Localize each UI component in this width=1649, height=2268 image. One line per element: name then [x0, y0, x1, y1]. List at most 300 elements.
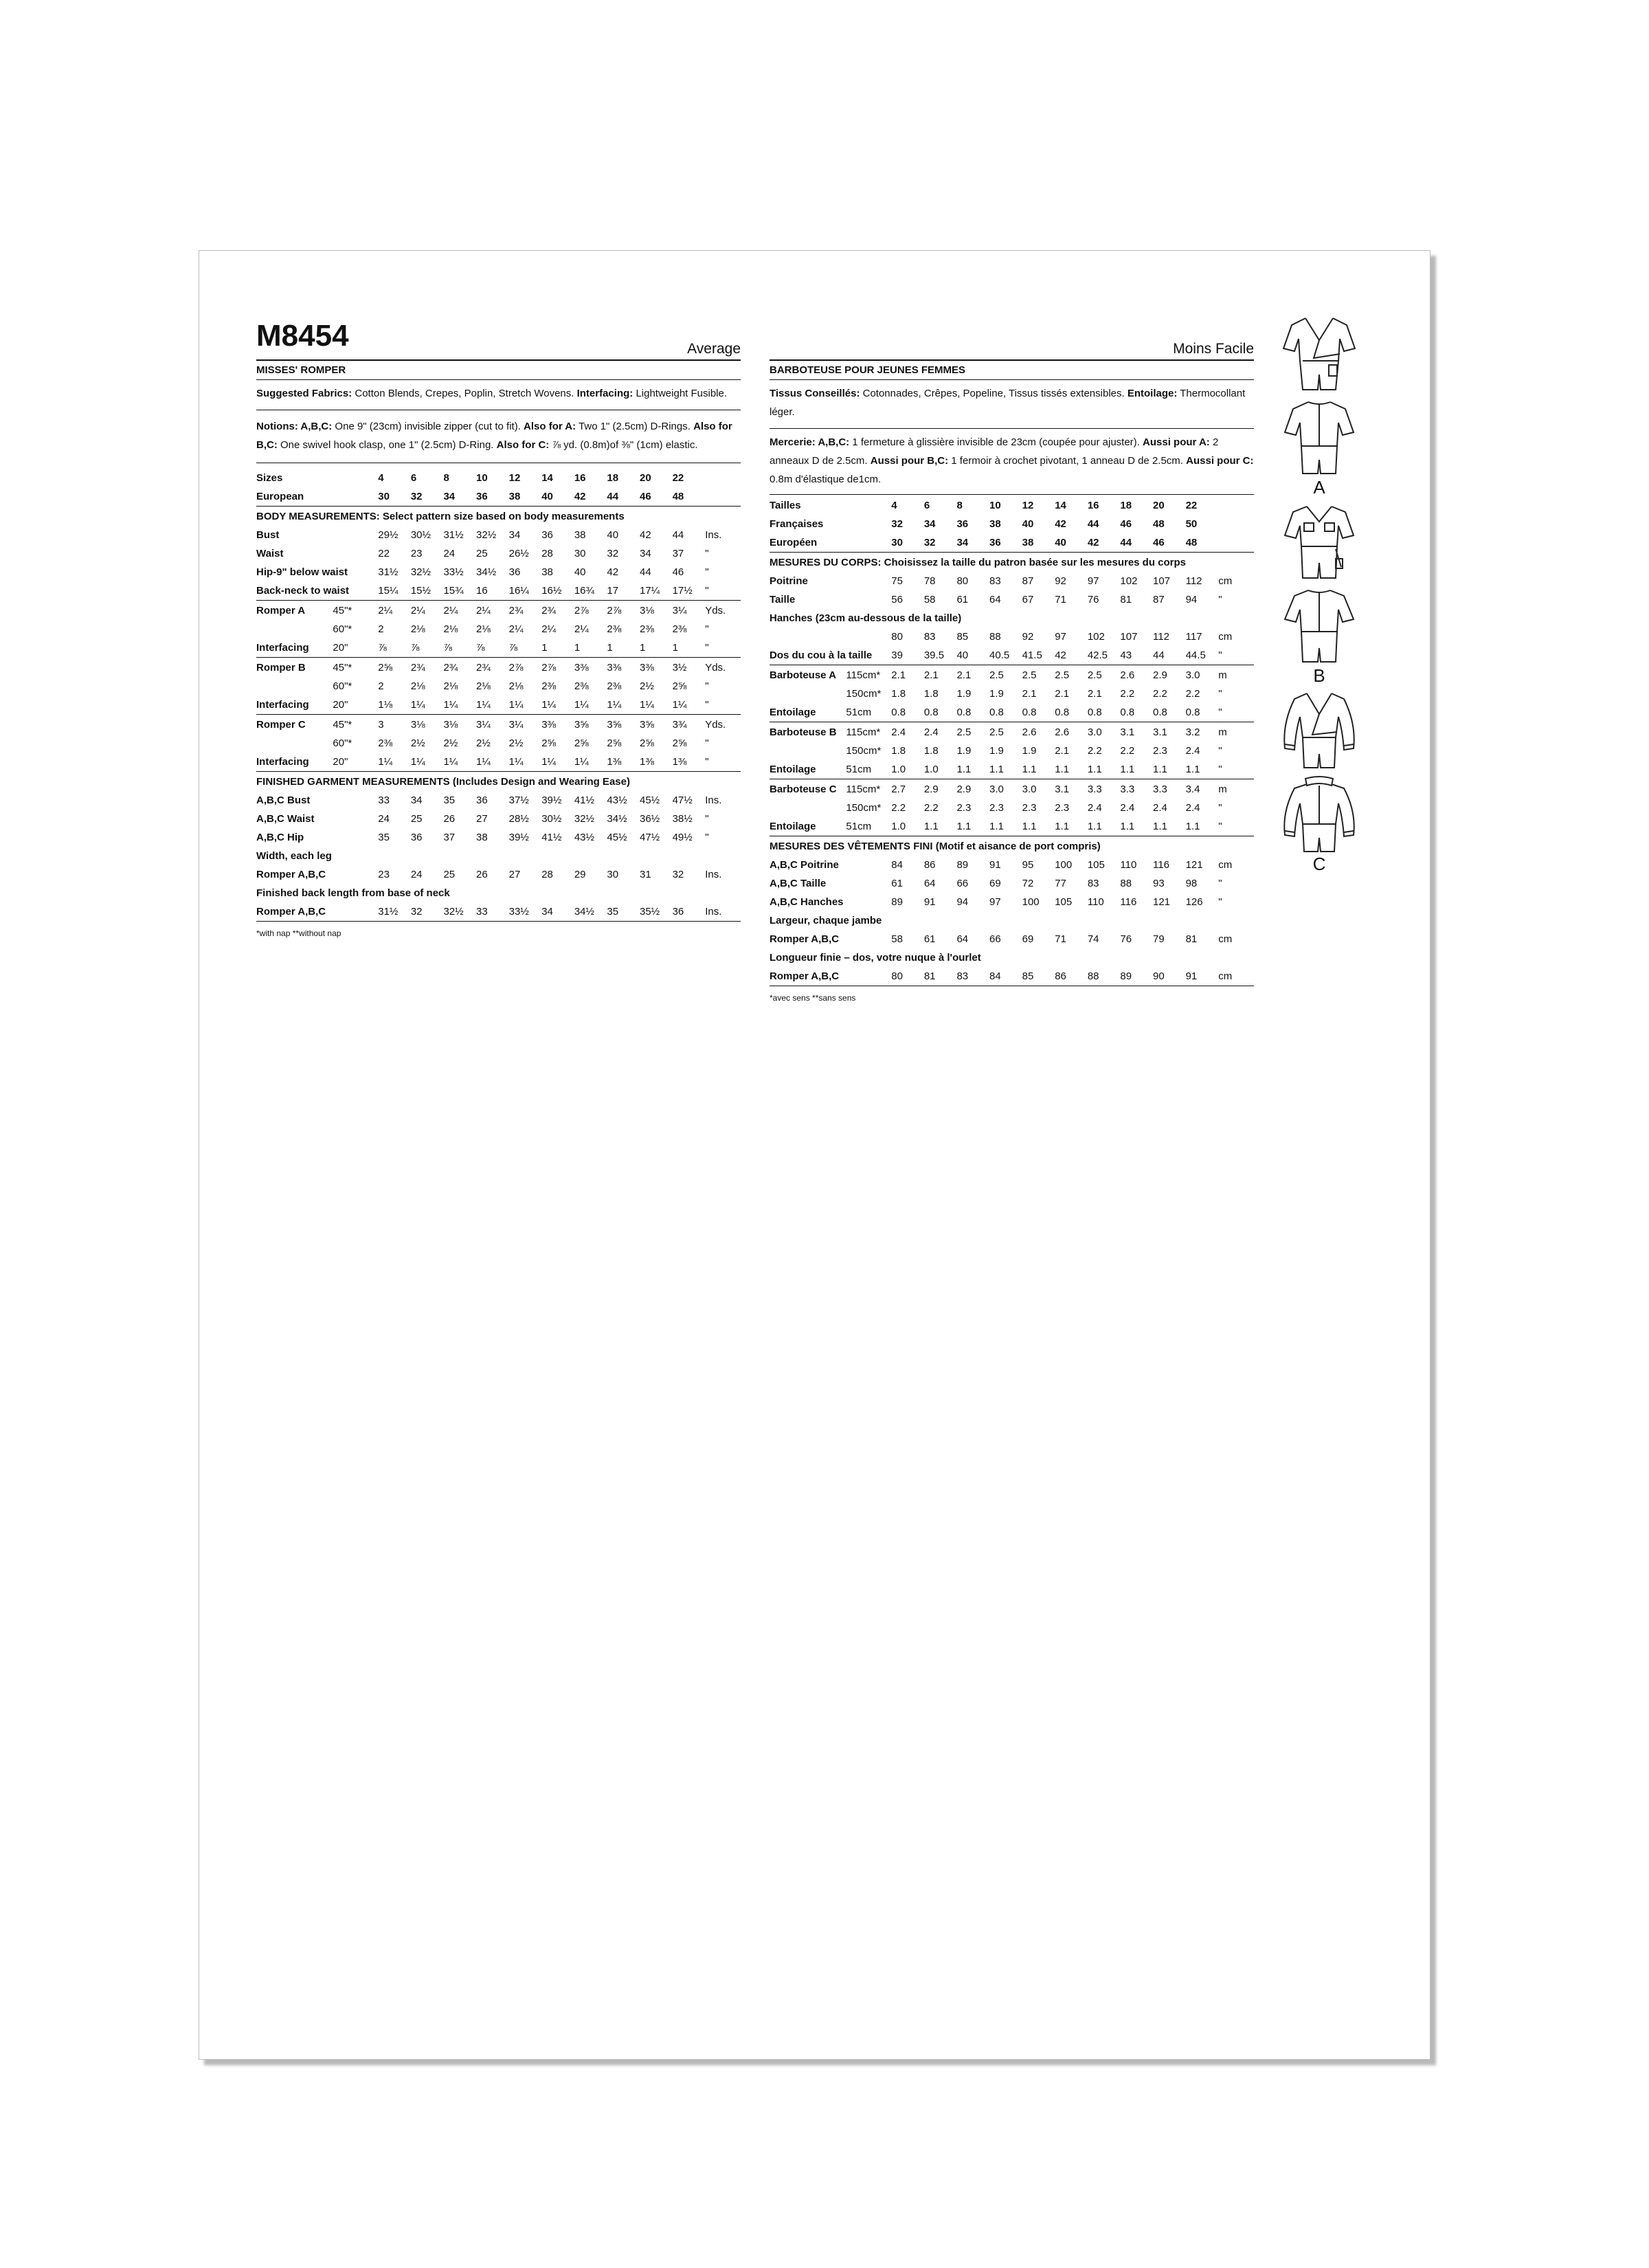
value-cell: 3⅜ — [541, 719, 557, 731]
table-row — [256, 638, 741, 657]
value-cell: 33½ — [508, 906, 529, 918]
value-cell: 2.5 — [1087, 669, 1102, 681]
value-cell: 2.3 — [1153, 745, 1167, 757]
size-row — [256, 487, 741, 506]
value-cell: 2.4 — [1153, 802, 1167, 814]
value-cell: 107 — [1120, 631, 1138, 643]
size-cell: 38 — [508, 491, 521, 502]
value-cell: 41½ — [574, 794, 595, 806]
size-cell: 14 — [541, 472, 553, 484]
table-row — [770, 874, 1254, 893]
value-cell: 58 — [891, 933, 903, 945]
value-cell: 1¼ — [541, 699, 557, 711]
row-label: Entoilage — [770, 707, 816, 718]
table-row — [770, 590, 1254, 609]
size-cell: 48 — [672, 491, 684, 502]
row-label — [256, 734, 333, 753]
empty-cell — [1218, 533, 1254, 552]
row-label: Barboteuse C — [770, 783, 837, 795]
value-cell: 30 — [607, 869, 619, 880]
value-cell: 2⅝ — [607, 737, 622, 749]
notions-c-label-fr: Aussi pour C: — [1186, 455, 1254, 467]
value-cell: 35 — [607, 906, 619, 918]
value-cell: 36 — [410, 832, 423, 843]
size-cell: 8 — [443, 472, 449, 484]
notions-note-fr — [770, 428, 1254, 494]
value-cell: 34 — [410, 794, 423, 806]
fabric-width: 45"* — [333, 662, 352, 674]
value-cell: 1¼ — [476, 756, 491, 768]
size-cell: 10 — [476, 472, 488, 484]
value-cell: 36½ — [640, 813, 660, 825]
notions-text-fr: 1 fermeture à glissière invisible de 23cm (coupée pour ajuster). — [849, 436, 1143, 448]
table-row — [770, 666, 1254, 685]
size-cell: 30 — [378, 491, 390, 502]
notions-bc-text: One swivel hook clasp, one 1" (2.5cm) D-Ring. — [277, 439, 497, 451]
size-row — [770, 496, 1254, 515]
row-label: Back-neck to waist — [256, 585, 350, 597]
interfacing-label-fr: Entoilage: — [1127, 388, 1178, 399]
value-cell: 90 — [1153, 970, 1165, 982]
french-column — [770, 320, 1254, 1004]
value-cell: 1 — [607, 642, 613, 654]
size-cell: 40 — [541, 491, 553, 502]
value-cell: 1¼ — [508, 699, 524, 711]
unit-cell: cm — [1218, 859, 1233, 871]
value-cell: 2¾ — [541, 605, 557, 616]
value-cell: 92 — [1055, 575, 1066, 587]
value-cell: 2¼ — [410, 605, 425, 616]
finished-measurements-fr — [770, 836, 1254, 986]
notions-c-label: Also for C: — [496, 439, 550, 451]
value-cell: 2⅜ — [607, 680, 622, 692]
unit-cell: Yds. — [705, 662, 726, 674]
value-cell: 2.2 — [1087, 745, 1102, 757]
table-row — [256, 865, 741, 884]
value-cell: 100 — [1055, 859, 1073, 871]
size-cell: 36 — [476, 491, 488, 502]
value-cell: 83 — [989, 575, 1001, 587]
value-cell: 81 — [1185, 933, 1198, 945]
table-row — [770, 856, 1254, 874]
value-cell: 29 — [574, 869, 586, 880]
footnote-fr: *avec sens **sans sens — [770, 986, 1254, 1004]
value-cell: 2⅜ — [574, 680, 589, 692]
value-cell: 2.1 — [956, 669, 972, 681]
fabric-width: 20" — [333, 699, 348, 711]
unit-cell: cm — [1218, 970, 1233, 982]
value-cell: 2.6 — [1120, 669, 1135, 681]
garment-title-fr: BARBOTEUSE POUR JEUNES FEMMES — [770, 364, 966, 376]
row-label: Tailles — [770, 500, 801, 511]
size-cell: 12 — [508, 472, 521, 484]
subheader-row — [770, 609, 1254, 627]
table-row — [770, 817, 1254, 836]
value-cell: 110 — [1120, 859, 1137, 871]
unit-cell: cm — [1218, 933, 1233, 945]
row-label: A,B,C Taille — [770, 878, 827, 889]
value-cell: 28 — [541, 869, 553, 880]
value-cell: 0.8 — [1120, 707, 1135, 718]
value-cell: 3.0 — [989, 783, 1004, 795]
value-cell: 2.9 — [1153, 669, 1167, 681]
value-cell: 32 — [672, 869, 684, 880]
value-cell: 2⅝ — [672, 680, 687, 692]
value-cell: 40 — [956, 649, 969, 661]
value-cell: ⅞ — [410, 642, 420, 654]
table-row — [256, 715, 741, 734]
value-cell: 43½ — [574, 832, 595, 843]
table-row — [256, 544, 741, 563]
value-cell: 2.2 — [1185, 688, 1200, 700]
value-cell: 81 — [923, 970, 936, 982]
romper-b-front-icon — [1264, 501, 1374, 585]
value-cell: 94 — [956, 896, 969, 908]
value-cell: 1¼ — [410, 699, 425, 711]
english-column — [256, 320, 741, 940]
value-cell: 17½ — [672, 585, 693, 597]
unit-cell: m — [1218, 669, 1227, 681]
value-cell: 25 — [410, 813, 423, 825]
value-cell: 98 — [1185, 878, 1198, 889]
unit-cell: " — [705, 585, 709, 597]
value-cell: 39½ — [541, 794, 562, 806]
row-label: Dos du cou à la taille — [770, 649, 873, 661]
row-label: A,B,C Hip — [256, 832, 304, 843]
value-cell: 1 — [672, 642, 678, 654]
row-label: Européen — [770, 537, 818, 548]
fabric-width: 51cm — [846, 764, 872, 775]
value-cell: 1.1 — [1153, 821, 1167, 832]
subheader-row — [770, 948, 1254, 967]
subheader: Largeur, chaque jambe — [770, 915, 882, 926]
value-cell: 37½ — [508, 794, 529, 806]
value-cell: 34½ — [607, 813, 627, 825]
size-table — [256, 463, 741, 506]
row-label: Interfacing — [256, 699, 309, 711]
romper-c-front-icon — [1264, 689, 1374, 773]
value-cell: 88 — [989, 631, 1001, 643]
size-cell: 30 — [891, 537, 903, 548]
row-label: A,B,C Poitrine — [770, 859, 839, 871]
value-cell: 107 — [1153, 575, 1171, 587]
value-cell: 1.1 — [1185, 821, 1200, 832]
value-cell: 91 — [923, 896, 936, 908]
value-cell: 32½ — [574, 813, 595, 825]
unit-cell: " — [705, 756, 709, 768]
value-cell: 32½ — [443, 906, 464, 918]
table-row — [770, 930, 1254, 948]
table-row — [256, 791, 741, 810]
value-cell: 87 — [1022, 575, 1034, 587]
body-measurements-header: BODY MEASUREMENTS: Select pattern size based on body measurements — [256, 511, 625, 522]
value-cell: 64 — [956, 933, 969, 945]
value-cell: 116 — [1120, 896, 1137, 908]
fabrics-note — [256, 379, 741, 410]
value-cell: 2¼ — [508, 623, 524, 635]
value-cell: 37 — [443, 832, 456, 843]
footnote: *with nap **without nap — [256, 921, 741, 940]
value-cell: 0.8 — [1055, 707, 1070, 718]
table-row — [770, 799, 1254, 817]
size-cell: 16 — [574, 472, 586, 484]
value-cell: 1.1 — [1022, 764, 1037, 775]
value-cell: 0.8 — [891, 707, 906, 718]
unit-cell: cm — [1218, 631, 1233, 643]
unit-cell: " — [705, 813, 709, 825]
value-cell: 3¾ — [672, 719, 687, 731]
value-cell: 2⅛ — [443, 623, 458, 635]
size-cell: 32 — [891, 518, 903, 530]
size-cell: 38 — [989, 518, 1001, 530]
value-cell: 2.2 — [923, 802, 939, 814]
empty-cell — [705, 469, 741, 487]
value-cell: 3.3 — [1120, 783, 1135, 795]
value-cell: 2⅝ — [672, 737, 687, 749]
table-row — [256, 581, 741, 600]
row-label: Poitrine — [770, 575, 808, 587]
value-cell: 2½ — [443, 737, 458, 749]
unit-cell: " — [705, 642, 709, 654]
fabrics-label-fr: Tissus Conseillés: — [770, 388, 860, 399]
value-cell: 32½ — [410, 566, 431, 578]
size-cell: 44 — [1087, 518, 1099, 530]
value-cell: 1¼ — [607, 699, 622, 711]
size-cell: 12 — [1022, 500, 1034, 511]
unit-cell: Ins. — [705, 906, 722, 918]
value-cell: 80 — [891, 631, 903, 643]
size-cell: 46 — [1120, 518, 1132, 530]
value-cell: 31½ — [443, 529, 464, 541]
value-cell: 1¼ — [640, 699, 654, 711]
value-cell: 15¼ — [378, 585, 399, 597]
value-cell: 2¾ — [443, 662, 458, 674]
table-row — [256, 902, 741, 921]
value-cell: 36 — [476, 794, 488, 806]
value-cell: 2⅞ — [508, 662, 524, 674]
fabric-width: 45"* — [333, 719, 352, 731]
fabric-width: 115cm* — [846, 783, 881, 795]
yardage-group — [256, 714, 741, 771]
value-cell: 74 — [1087, 933, 1099, 945]
notions-a-text: Two 1" (2.5cm) D-Rings. — [576, 421, 694, 432]
value-cell: 2⅞ — [607, 605, 622, 616]
value-cell: 112 — [1153, 631, 1169, 643]
row-label — [770, 685, 846, 703]
value-cell: 3⅝ — [640, 719, 654, 731]
value-cell: 2⅛ — [443, 680, 458, 692]
value-cell: 0.8 — [1087, 707, 1102, 718]
value-cell: 42.5 — [1087, 649, 1108, 661]
row-label: Waist — [256, 548, 284, 559]
value-cell: 2¾ — [508, 605, 524, 616]
value-cell: 1⅛ — [378, 699, 393, 711]
value-cell: 2.5 — [989, 669, 1004, 681]
value-cell: 15¾ — [443, 585, 464, 597]
value-cell: 28 — [541, 548, 553, 559]
value-cell: 91 — [1185, 970, 1198, 982]
value-cell: 3¼ — [476, 719, 491, 731]
unit-cell: " — [1218, 649, 1222, 661]
value-cell: 16 — [476, 585, 488, 597]
table-row — [770, 780, 1254, 799]
value-cell: 24 — [410, 869, 423, 880]
value-cell: 2.2 — [891, 802, 906, 814]
value-cell: 84 — [891, 859, 903, 871]
value-cell: 85 — [956, 631, 969, 643]
unit-cell: " — [705, 699, 709, 711]
value-cell: 31½ — [378, 566, 399, 578]
finished-measurements — [256, 771, 741, 921]
unit-cell: " — [1218, 802, 1222, 814]
empty-cell — [705, 487, 741, 506]
value-cell: 1¼ — [476, 699, 491, 711]
value-cell: 39.5 — [923, 649, 945, 661]
value-cell: 2.2 — [1120, 745, 1135, 757]
value-cell: 102 — [1120, 575, 1138, 587]
difficulty-level: Average — [687, 341, 741, 357]
size-cell: 42 — [574, 491, 586, 502]
value-cell: 2.6 — [1055, 726, 1070, 738]
yardage-table-fr — [770, 665, 1254, 836]
value-cell: 16¾ — [574, 585, 595, 597]
value-cell: 76 — [1120, 933, 1132, 945]
unit-cell: Yds. — [705, 719, 726, 731]
value-cell: 1 — [541, 642, 548, 654]
romper-c-back-icon — [1264, 773, 1374, 857]
value-cell: 72 — [1022, 878, 1034, 889]
subheader-row — [256, 847, 741, 865]
value-cell: 102 — [1087, 631, 1105, 643]
value-cell: 0.8 — [923, 707, 939, 718]
table-row — [770, 646, 1254, 665]
value-cell: 1 — [574, 642, 581, 654]
value-cell: 83 — [1087, 878, 1099, 889]
table-row — [256, 753, 741, 771]
value-cell: 2.3 — [1055, 802, 1070, 814]
size-cell: 8 — [956, 500, 963, 511]
unit-cell: " — [1218, 821, 1222, 832]
value-cell: 2.2 — [1120, 688, 1135, 700]
value-cell: 66 — [956, 878, 969, 889]
value-cell: 1.1 — [1055, 821, 1070, 832]
fabric-width: 115cm* — [846, 726, 881, 738]
value-cell: 2.5 — [989, 726, 1004, 738]
value-cell: ⅞ — [508, 642, 518, 654]
unit-cell: m — [1218, 726, 1227, 738]
value-cell: 41½ — [541, 832, 562, 843]
notions-bc-text-fr: 1 fermoir à crochet pivotant, 1 anneau D de 2.5cm. — [948, 455, 1187, 467]
value-cell: 75 — [891, 575, 903, 587]
value-cell: 1.1 — [989, 764, 1004, 775]
value-cell: 2⅜ — [607, 623, 622, 635]
value-cell: 2⅛ — [508, 680, 524, 692]
subheader-row — [256, 884, 741, 902]
notions-bc-label-fr: Aussi pour B,C: — [870, 455, 949, 467]
row-label: Romper A — [256, 605, 306, 616]
value-cell: 1⅜ — [672, 756, 687, 768]
value-cell: 85 — [1022, 970, 1034, 982]
value-cell: 3.3 — [1087, 783, 1102, 795]
size-cell: 18 — [607, 472, 619, 484]
value-cell: 2.1 — [1087, 688, 1102, 700]
value-cell: ⅞ — [443, 642, 452, 654]
value-cell: 126 — [1185, 896, 1203, 908]
value-cell: 24 — [443, 548, 456, 559]
row-label: Romper A,B,C — [256, 869, 326, 880]
value-cell: 2.6 — [1022, 726, 1037, 738]
value-cell: 42 — [607, 566, 619, 578]
value-cell: 2.4 — [923, 726, 939, 738]
value-cell: 3.0 — [1022, 783, 1037, 795]
value-cell: 97 — [989, 896, 1001, 908]
subheader: Width, each leg — [256, 850, 332, 862]
size-cell: 38 — [1022, 537, 1034, 548]
value-cell: 2⅜ — [378, 737, 393, 749]
value-cell: 80 — [956, 575, 969, 587]
value-cell: 86 — [923, 859, 936, 871]
value-cell: 3⅛ — [410, 719, 425, 731]
unit-cell: " — [705, 623, 709, 635]
row-label: A,B,C Waist — [256, 813, 315, 825]
value-cell: 35 — [443, 794, 456, 806]
size-cell: 48 — [1153, 518, 1165, 530]
value-cell: 1.9 — [989, 745, 1004, 757]
table-row — [256, 734, 741, 753]
size-cell: 14 — [1055, 500, 1066, 511]
value-cell: 40 — [574, 566, 586, 578]
row-label: Sizes — [256, 472, 283, 484]
value-cell: 89 — [891, 896, 903, 908]
value-cell: 37 — [672, 548, 684, 559]
row-label — [256, 620, 333, 638]
unit-cell: Ins. — [705, 869, 722, 880]
value-cell: 66 — [989, 933, 1001, 945]
row-label: Entoilage — [770, 764, 816, 775]
value-cell: 88 — [1087, 970, 1099, 982]
value-cell: 3.1 — [1055, 783, 1070, 795]
value-cell: 1.1 — [956, 764, 972, 775]
value-cell: 49½ — [672, 832, 693, 843]
size-row — [770, 515, 1254, 533]
value-cell: 22 — [378, 548, 390, 559]
value-cell: 25 — [443, 869, 456, 880]
fabrics-text-fr: Cotonnades, Crêpes, Popeline, Tissus tissés extensibles. — [860, 388, 1128, 399]
value-cell: ⅞ — [378, 642, 387, 654]
value-cell: 87 — [1153, 594, 1165, 605]
value-cell: 121 — [1185, 859, 1203, 871]
value-cell: 0.8 — [1022, 707, 1037, 718]
notions-c-text-fr: 0.8m d'élastique de1cm. — [770, 474, 882, 485]
row-label: Taille — [770, 594, 796, 605]
value-cell: 2.7 — [891, 783, 906, 795]
value-cell: 1⅜ — [640, 756, 654, 768]
interfacing-text: Lightweight Fusible. — [633, 388, 728, 399]
value-cell: 3⅝ — [574, 719, 589, 731]
value-cell: 1.1 — [1022, 821, 1037, 832]
value-cell: 30½ — [410, 529, 431, 541]
value-cell: 1.1 — [1087, 821, 1102, 832]
fabric-width: 115cm* — [846, 669, 881, 681]
fabric-width: 51cm — [846, 821, 872, 832]
table-row — [770, 572, 1254, 590]
value-cell: 1¼ — [443, 756, 458, 768]
size-cell: 32 — [923, 537, 936, 548]
value-cell: 2⅛ — [410, 623, 425, 635]
value-cell: 1.1 — [1153, 764, 1167, 775]
value-cell: 2⅞ — [541, 662, 557, 674]
row-label: Barboteuse B — [770, 726, 837, 738]
